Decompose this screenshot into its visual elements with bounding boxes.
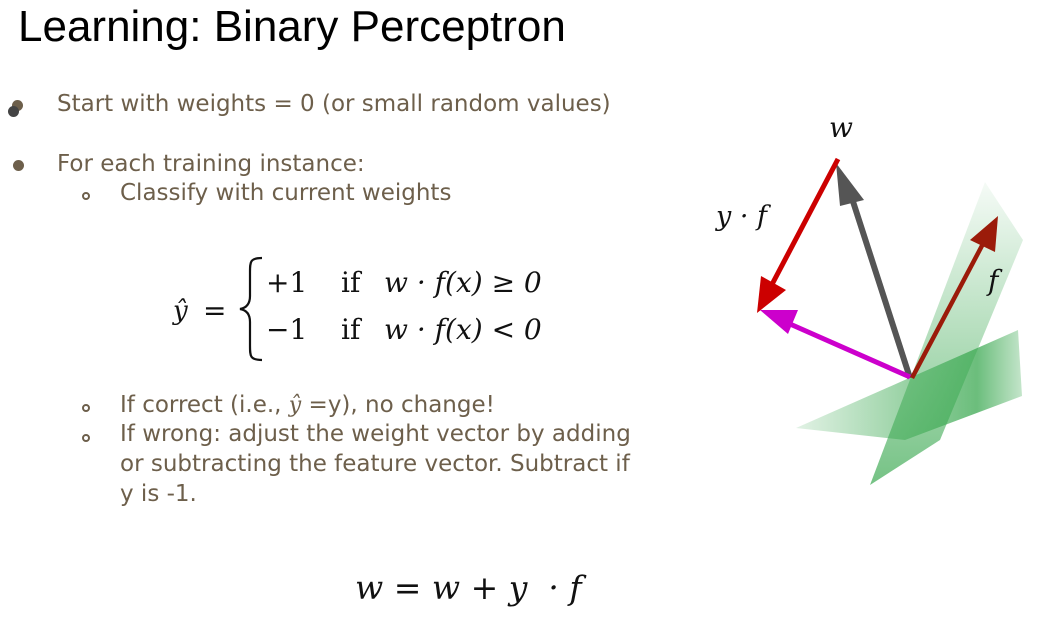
case1-expr: w · f(x) ≥ 0 xyxy=(384,266,542,299)
new-w-arrowhead xyxy=(760,310,798,334)
formula-yhat: ŷ xyxy=(173,296,188,326)
case1-if: if xyxy=(341,266,361,299)
case2-if: if xyxy=(341,313,361,346)
case2-expr: w · f(x) < 0 xyxy=(384,313,542,346)
correct-post: =y), no change! xyxy=(301,392,495,418)
correct-yhat: ŷ xyxy=(288,393,302,418)
label-f: f xyxy=(988,264,999,297)
yf-vector xyxy=(768,159,838,292)
sub-bullet-wrong-l3: y is -1. xyxy=(120,481,197,507)
slide-title: Learning: Binary Perceptron xyxy=(18,2,566,51)
sub-bullet-wrong-l2: or subtracting the feature vector. Subtract if xyxy=(120,451,630,477)
correct-pre: If correct (i.e., xyxy=(120,392,289,418)
update-rule: w = w + y · f xyxy=(355,568,582,607)
label-yf: y · f xyxy=(716,201,767,232)
case2-value: −1 xyxy=(266,313,308,346)
sub-bullet-wrong-l1: If wrong: adjust the weight vector by adding xyxy=(120,421,631,447)
formula-equals: = xyxy=(203,294,227,327)
sub-bullet-classify: Classify with current weights xyxy=(120,180,452,206)
bullet-start-weights: Start with weights = 0 (or small random values) xyxy=(57,91,611,117)
label-w: w xyxy=(829,111,853,144)
w-vector xyxy=(848,186,910,378)
w-arrowhead xyxy=(836,163,864,206)
case1-value: +1 xyxy=(266,266,308,299)
bullet-each-instance: For each training instance: xyxy=(57,151,365,177)
